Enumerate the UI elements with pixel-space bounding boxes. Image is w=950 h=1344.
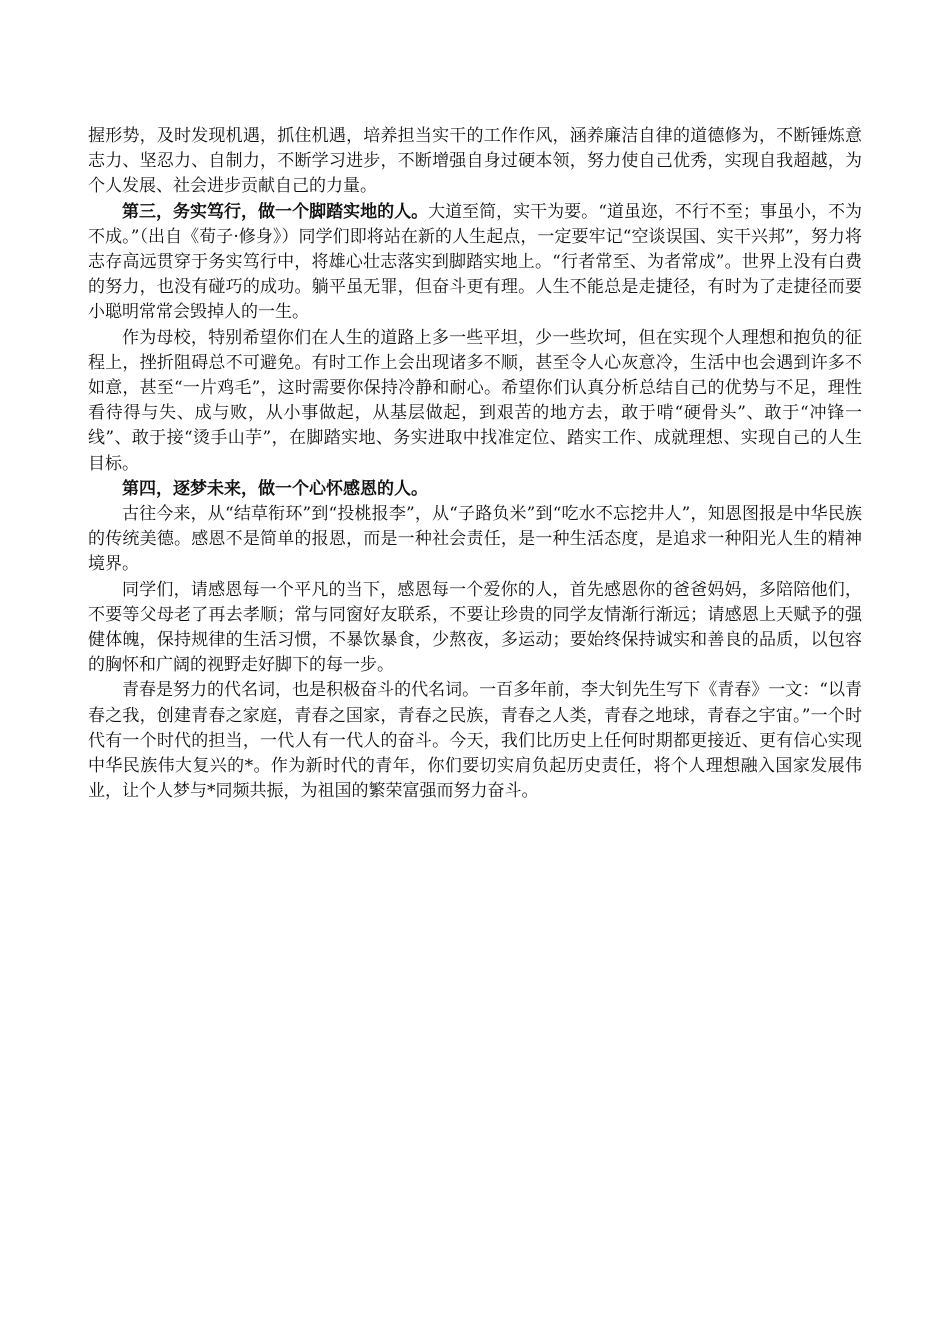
section-heading-third: 第三，务实笃行，做一个脚踏实地的人。: [122, 201, 429, 222]
paragraph-4: [88, 477, 862, 502]
paragraph-2: [88, 200, 862, 326]
paragraph-text: 古往今来，从“结草衔环”到“投桃报李”，从“子路负米”到“吃水不忘挖井人”，知恩图报是中华民族的传统美德。感恩不是简单的报恩，而是一种社会责任，是一种生活态度，是追求一种阳光人生的精神境界。: [88, 504, 862, 575]
paragraph-text: 大道至简，实干为要。“道虽迩，不行不至；事虽小，不为不成。”（出自《荀子·修身》）同学们即将站在新的人生起点，一定要牢记“空谈误国、实干兴邦”，努力将志存高远贯穿于务实笃行中，将雄心壮志落实到脚踏实地上。“行者常至、为者常成”。世界上没有白费的努力，也没有碰巧的成功。躺平虽无罪，但奋斗更有理。人生不能总是走捷径，有时为了走捷径而要小聪明常常会毁掉人的一生。: [88, 201, 862, 323]
paragraph-5: [88, 502, 862, 578]
section-heading-fourth: 第四，逐梦未来，做一个心怀感恩的人。: [122, 478, 428, 499]
document-page: [88, 124, 862, 804]
paragraph-text: 同学们，请感恩每一个平凡的当下，感恩每一个爱你的人，首先感恩你的爸爸妈妈，多陪陪他们，不要等父母老了再去孝顺；常与同窗好友联系，不要让珍贵的同学友情渐行渐远；请感恩上天赋予的强健体魄，保持规律的生活习惯，不暴饮暴食，少熬夜，多运动；要始终保持诚实和善良的品质，以包容的胸怀和广阔的视野走好脚下的每一步。: [88, 579, 862, 676]
paragraph-6: [88, 578, 862, 679]
paragraph-text: 握形势，及时发现机遇，抓住机遇，培养担当实干的工作作风，涵养廉洁自律的道德修为，不断锤炼意志力、坚忍力、自制力，不断学习进步，不断增强自身过硬本领，努力使自己优秀，实现自我超越，为个人发展、社会进步贡献自己的力量。: [88, 126, 862, 197]
paragraph-3: [88, 326, 862, 477]
paragraph-7: [88, 678, 862, 804]
paragraph-1: [88, 124, 862, 200]
paragraph-text: 作为母校，特别希望你们在人生的道路上多一些平坦，少一些坎坷，但在实现个人理想和抱负的征程上，挫折阻碍总不可避免。有时工作上会出现诸多不顺，甚至令人心灰意冷，生活中也会遇到许多不如意，甚至“一片鸡毛”，这时需要你保持冷静和耐心。希望你们认真分析总结自己的优势与不足，理性看待得与失、成与败，从小事做起，从基层做起，到艰苦的地方去，敢于啃“硬骨头”、敢于“冲锋一线”、敢于接“烫手山芋”，在脚踏实地、务实进取中找准定位、踏实工作、成就理想、实现自己的人生目标。: [88, 327, 862, 474]
paragraph-text: 青春是努力的代名词，也是积极奋斗的代名词。一百多年前，李大钊先生写下《青春》一文：“以青春之我，创建青春之家庭，青春之国家，青春之民族，青春之人类，青春之地球，青春之宇宙。”一个时代有一个时代的担当，一代人有一代人的奋斗。今天，我们比历史上任何时期都更接近、更有信心实现中华民族伟大复兴的*。作为新时代的青年，你们要切实肩负起历史责任，将个人理想融入国家发展伟业，让个人梦与*同频共振，为祖国的繁荣富强而努力奋斗。: [88, 680, 862, 802]
